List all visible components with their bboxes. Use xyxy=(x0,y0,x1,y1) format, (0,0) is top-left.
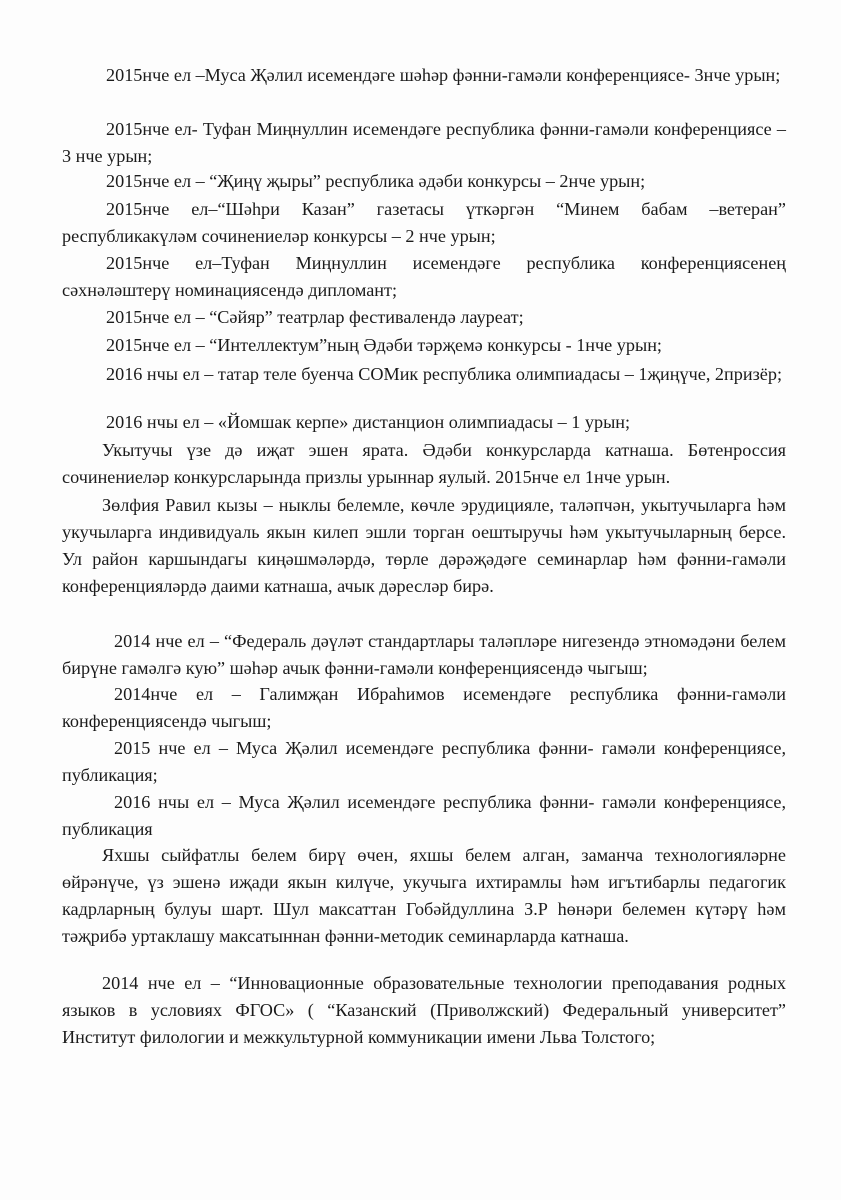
paragraph-1: 2015нче ел –Муса Җәлил исемендәге шәһәр фәнни-гамәли конференциясе- 3нче урын; xyxy=(106,65,781,85)
paragraph-5: 2015нче ел–Туфан Миңнуллин исемендәге республика конференциясенең сәхнәләштерү номинациясендә дипломант; xyxy=(62,253,786,300)
paragraph-8: 2016 нчы ел – татар теле буенча СОМик республика олимпиадасы – 1җиңүче, 2призёр; xyxy=(106,364,782,384)
paragraph-15: 2016 нчы ел – Муса Җәлил исемендәге республика фәнни- гамәли конференциясе, публикация xyxy=(62,792,786,839)
paragraph-17: 2014 нче ел – “Инновационные образовательные технологии преподавания родных языков в условиях ФГОС» ( “Казанский (Приволжский) Федеральный университет” Институт филологии и межкультурной коммуникации имени Льва Толстого; xyxy=(62,973,786,1047)
paragraph-7: 2015нче ел – “Интеллектум”ның Әдәби тәрҗемә конкурсы - 1нче урын; xyxy=(106,335,662,355)
paragraph-2: 2015нче ел- Туфан Миңнуллин исемендәге республика фәнни-гамәли конференциясе – 3 нче урын; xyxy=(62,119,786,166)
paragraph-4: 2015нче ел–“Шәһри Казан” газетасы үткәргән “Минем бабам –ветеран” республикакүләм сочинениеләр конкурсы – 2 нче урын; xyxy=(62,199,786,246)
paragraph-10: Укытучы үзе дә иҗат эшен ярата. Әдәби конкурсларда катнаша. Бөтенроссия сочинениеләр конкурсларында призлы урыннар яулый. 2015нче ел 1нче урын. xyxy=(62,440,786,487)
paragraph-9: 2016 нчы ел – «Йомшак керпе» дистанцион олимпиадасы – 1 урын; xyxy=(106,412,631,432)
paragraph-3: 2015нче ел – “Җиңү җыры” республика әдәби конкурсы – 2нче урын; xyxy=(106,171,646,191)
paragraph-16: Яхшы сыйфатлы белем бирү өчен, яхшы белем алган, заманча технологияләрне өйрәнүче, үз эшенә иҗади якын килүче, укучыга ихтирамлы һәм игътибарлы педагогик кадрларның булуы шарт. Шул максаттан Гобәйдуллина З.Р һөнәри белемен күтәрү һәм тәҗрибә уртаклашу максатыннан фәнни-методик семинарларда катнаша. xyxy=(62,845,786,946)
paragraph-14: 2015 нче ел – Муса Җәлил исемендәге республика фәнни- гамәли конференциясе, публикация; xyxy=(62,738,786,785)
paragraph-11: Зөлфия Равил кызы – ныклы белемле, көчле эрудицияле, таләпчән, укытучыларга һәм укучыларга индивидуаль якын килеп эшли торган оештыручы һәм укытучыларның берсе. Ул район каршындагы киңәшмәләрдә, төрле дәрәҗәдәге семинарлар һәм фәнни-гамәли конференцияләрдә даими катнаша, ачык дәресләр бирә. xyxy=(62,495,786,596)
paragraph-6: 2015нче ел – “Сәйяр” театрлар фестивалендә лауреат; xyxy=(106,307,524,327)
paragraph-12: 2014 нче ел – “Федераль дәүләт стандартлары таләпләре нигезендә этномәдәни белем бирүне гамәлгә кую” шәһәр ачык фәнни-гамәли конференциясендә чыгыш; xyxy=(62,631,786,678)
paragraph-13: 2014нче ел – Галимҗан Ибраһимов исемендәге республика фәнни-гамәли конференциясендә чыгыш; xyxy=(62,684,786,731)
